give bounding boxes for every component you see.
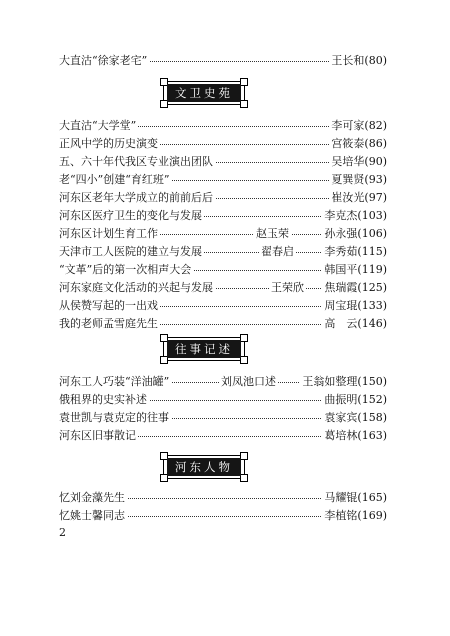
entry-author-page: 曲振明(152) bbox=[324, 393, 387, 406]
section-banner-wangshi bbox=[163, 337, 245, 361]
entry-title: 正风中学的历史演变 bbox=[59, 137, 158, 150]
section-banner-hedong bbox=[163, 455, 245, 479]
toc-entry bbox=[59, 172, 387, 188]
entry-coauthor: 王荣欣 bbox=[271, 281, 304, 294]
entry-title: 河东工人巧装“洋油罐” bbox=[59, 375, 170, 388]
section-banner-wenwei bbox=[163, 81, 245, 105]
entry-title: 从侯赞写起的一出戏 bbox=[59, 299, 158, 312]
section-heading: 文卫史苑 bbox=[167, 84, 241, 102]
entry-author-page: 李克杰(103) bbox=[324, 209, 387, 222]
toc-entry bbox=[59, 118, 387, 134]
entry-author-page: 李植铭(169) bbox=[324, 509, 387, 522]
section-heading: 河东人物 bbox=[167, 458, 241, 476]
entry-title: 我的老师孟雪庭先生 bbox=[59, 317, 158, 330]
entry-author-page: 高 云(146) bbox=[324, 317, 387, 330]
entry-author-page: 李秀茹(115) bbox=[324, 245, 387, 258]
toc-entry bbox=[59, 374, 387, 390]
section-heading: 往事记述 bbox=[167, 340, 241, 358]
entry-author-page: 孙永强(106) bbox=[324, 227, 387, 240]
banner-corner bbox=[240, 474, 248, 482]
entry-author-page: 袁家宾(158) bbox=[324, 411, 387, 424]
entry-author-page: 崔汝光(97) bbox=[331, 191, 387, 204]
entry-title: “文革”后的第一次相声大会 bbox=[59, 263, 192, 276]
toc-entry bbox=[59, 280, 387, 296]
entry-author-page: 宫筱泰(86) bbox=[331, 137, 387, 150]
entry-title: 河东区旧事散记 bbox=[59, 429, 136, 442]
entry-author-page: 吴培华(90) bbox=[331, 155, 387, 168]
entry-author-page: 焦瑞霞(125) bbox=[324, 281, 387, 294]
toc-entry bbox=[59, 392, 387, 408]
entry-title: 河东区老年大学成立的前前后后 bbox=[59, 191, 213, 204]
banner-corner bbox=[240, 78, 248, 86]
entry-title: 河东区计划生育工作 bbox=[59, 227, 158, 240]
banner-corner bbox=[240, 452, 248, 460]
toc-entry bbox=[59, 262, 387, 278]
toc-entry bbox=[59, 428, 387, 444]
toc-entry bbox=[59, 208, 387, 224]
toc-entry bbox=[59, 490, 387, 506]
entry-author-page: 马耀锟(165) bbox=[324, 491, 387, 504]
entry-title: 五、六十年代我区专业演出团队 bbox=[59, 155, 213, 168]
toc-entry bbox=[59, 508, 387, 524]
entry-author-page: 韩国平(119) bbox=[324, 263, 387, 276]
entry-coauthor: 翟春启 bbox=[261, 245, 294, 258]
entry-author-page: 葛培林(163) bbox=[324, 429, 387, 442]
page-number: 2 bbox=[59, 526, 66, 539]
toc-entry bbox=[59, 190, 387, 206]
banner-corner bbox=[240, 356, 248, 364]
toc-entry bbox=[59, 298, 387, 314]
entry-title: 河东区医疗卫生的变化与发展 bbox=[59, 209, 202, 222]
toc-entry bbox=[59, 316, 387, 332]
entry-title: 河东家庭文化活动的兴起与发展 bbox=[59, 281, 213, 294]
entry-title: 老“四小”创建“育红班” bbox=[59, 173, 170, 186]
entry-title: 大直沽“徐家老宅” bbox=[59, 54, 148, 67]
toc-entry bbox=[59, 244, 387, 260]
toc-entry bbox=[59, 410, 387, 426]
banner-corner bbox=[240, 100, 248, 108]
toc-entry bbox=[59, 154, 387, 170]
entry-title: 忆姚士馨同志 bbox=[59, 509, 125, 522]
entry-title: 大直沽“大学堂” bbox=[59, 119, 137, 132]
entry-title: 俄租界的史实补述 bbox=[59, 393, 147, 406]
toc-entry bbox=[59, 136, 387, 152]
entry-title: 袁世凯与袁克定的往事 bbox=[59, 411, 169, 424]
entry-coauthor: 赵玉荣 bbox=[256, 227, 289, 240]
entry-author-page: 夏巽贤(93) bbox=[331, 173, 387, 186]
toc-entry bbox=[59, 53, 387, 69]
entry-author-page: 王翁如整理(150) bbox=[302, 375, 387, 388]
toc-entry bbox=[59, 226, 387, 242]
banner-corner bbox=[240, 334, 248, 342]
entry-coauthor: 刘凤池口述 bbox=[221, 375, 276, 388]
entry-author-page: 周宝琨(133) bbox=[324, 299, 387, 312]
entry-author-page: 王长和(80) bbox=[331, 54, 387, 67]
entry-author-page: 李可家(82) bbox=[331, 119, 387, 132]
entry-title: 天津市工人医院的建立与发展 bbox=[59, 245, 202, 258]
entry-title: 忆刘金藻先生 bbox=[59, 491, 125, 504]
